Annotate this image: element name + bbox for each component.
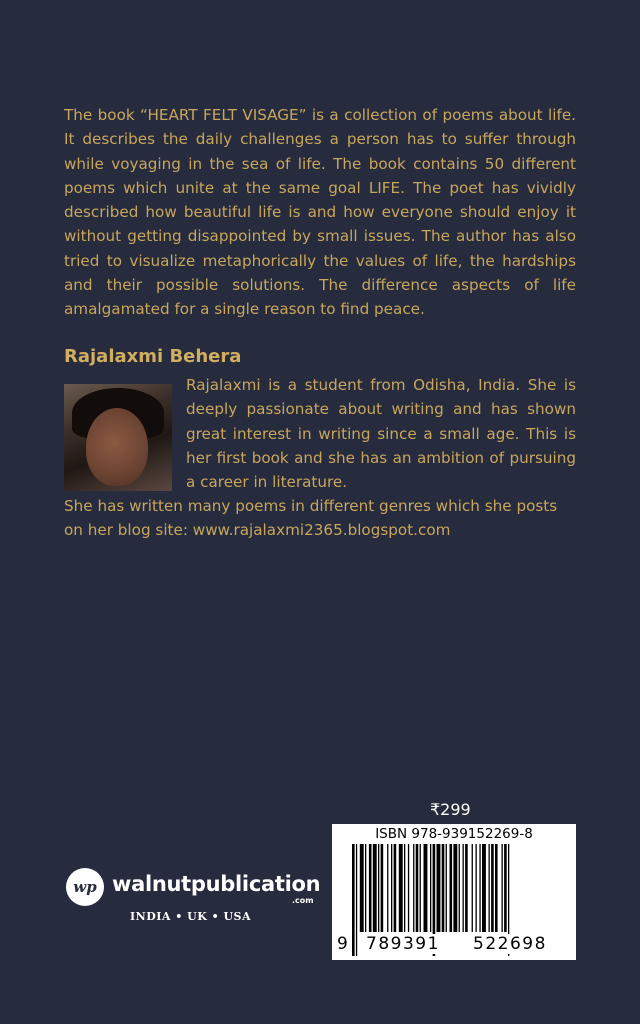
author-bio-extra: She has written many poems in different genres which she posts on her blog site: www.rajalaxmi2365.blogspot.com <box>64 497 558 540</box>
publisher-name: walnutpublication <box>112 872 321 896</box>
barcode-bar <box>424 844 428 932</box>
barcode-bar <box>504 844 507 932</box>
barcode-bar <box>408 844 409 932</box>
price: ₹299 <box>430 800 471 819</box>
barcode-bar <box>442 844 445 932</box>
publisher-logo-icon: wp <box>66 868 104 906</box>
barcode-bar <box>446 844 447 932</box>
isbn-digit-first: 9 <box>337 934 348 954</box>
barcode-bar <box>495 844 498 932</box>
barcode-bar <box>365 844 366 932</box>
isbn-digit-group1: 789391 <box>366 934 440 954</box>
barcode-bar <box>378 844 379 932</box>
barcode-bar <box>381 844 384 932</box>
barcode-bar <box>416 844 419 932</box>
isbn-barcode <box>332 824 576 960</box>
barcode-bar <box>413 844 414 932</box>
barcode-bar <box>453 844 457 932</box>
publisher-domain-suffix: .com <box>292 896 314 905</box>
barcode-bar <box>482 844 486 932</box>
author-name: Rajalaxmi Behera <box>64 346 242 367</box>
barcode-bar <box>450 844 453 932</box>
barcode-bar <box>502 844 503 932</box>
barcode-bar <box>373 844 377 932</box>
barcode-bar <box>430 844 431 932</box>
barcode-bar <box>404 844 405 932</box>
barcode-bar <box>476 844 477 932</box>
author-photo-face <box>86 408 148 486</box>
isbn-digit-group2: 522698 <box>473 934 547 954</box>
barcode-bar <box>399 844 403 932</box>
barcode-bar <box>489 844 490 932</box>
book-blurb: The book “HEART FELT VISAGE” is a collection of poems about life. It describes the daily challenges a person has to suffer through while voyaging in the sea of life. The book contains 50 different poems which unite at the same goal LIFE. The poet has vividly described how beautiful life is and how everyone should enjoy it without getting disappointed by small issues. The author has also tried to visualize metaphorically the values of life, the hardships and their possible solutions. The difference aspects of life amalgamated for a single reason to find peace. <box>64 106 576 319</box>
barcode-bar <box>463 844 464 932</box>
isbn-label: ISBN 978-939152269-8 <box>375 826 533 842</box>
barcode-bar <box>356 844 357 956</box>
barcode-bar <box>437 844 441 932</box>
publisher-countries: INDIA • UK • USA <box>130 910 252 923</box>
barcode-bar <box>352 844 355 956</box>
barcode-bar <box>387 844 388 932</box>
barcode-bar <box>420 844 421 932</box>
barcode-bar <box>465 844 468 932</box>
barcode-bar <box>360 844 364 932</box>
barcode-bar <box>491 844 494 932</box>
author-photo <box>64 384 172 491</box>
barcode-bar <box>394 844 397 932</box>
barcode-bar <box>459 844 460 932</box>
barcode-bar <box>472 844 473 932</box>
author-bio: Rajalaxmi is a student from Odisha, India. She is deeply passionate about writing and has shown great interest in writing since a small age. This is her first book and she has an ambition of pursuing a career in literature. <box>186 376 576 492</box>
barcode-bar <box>479 844 480 932</box>
barcode-bar <box>369 844 372 932</box>
barcode-bar <box>391 844 392 932</box>
